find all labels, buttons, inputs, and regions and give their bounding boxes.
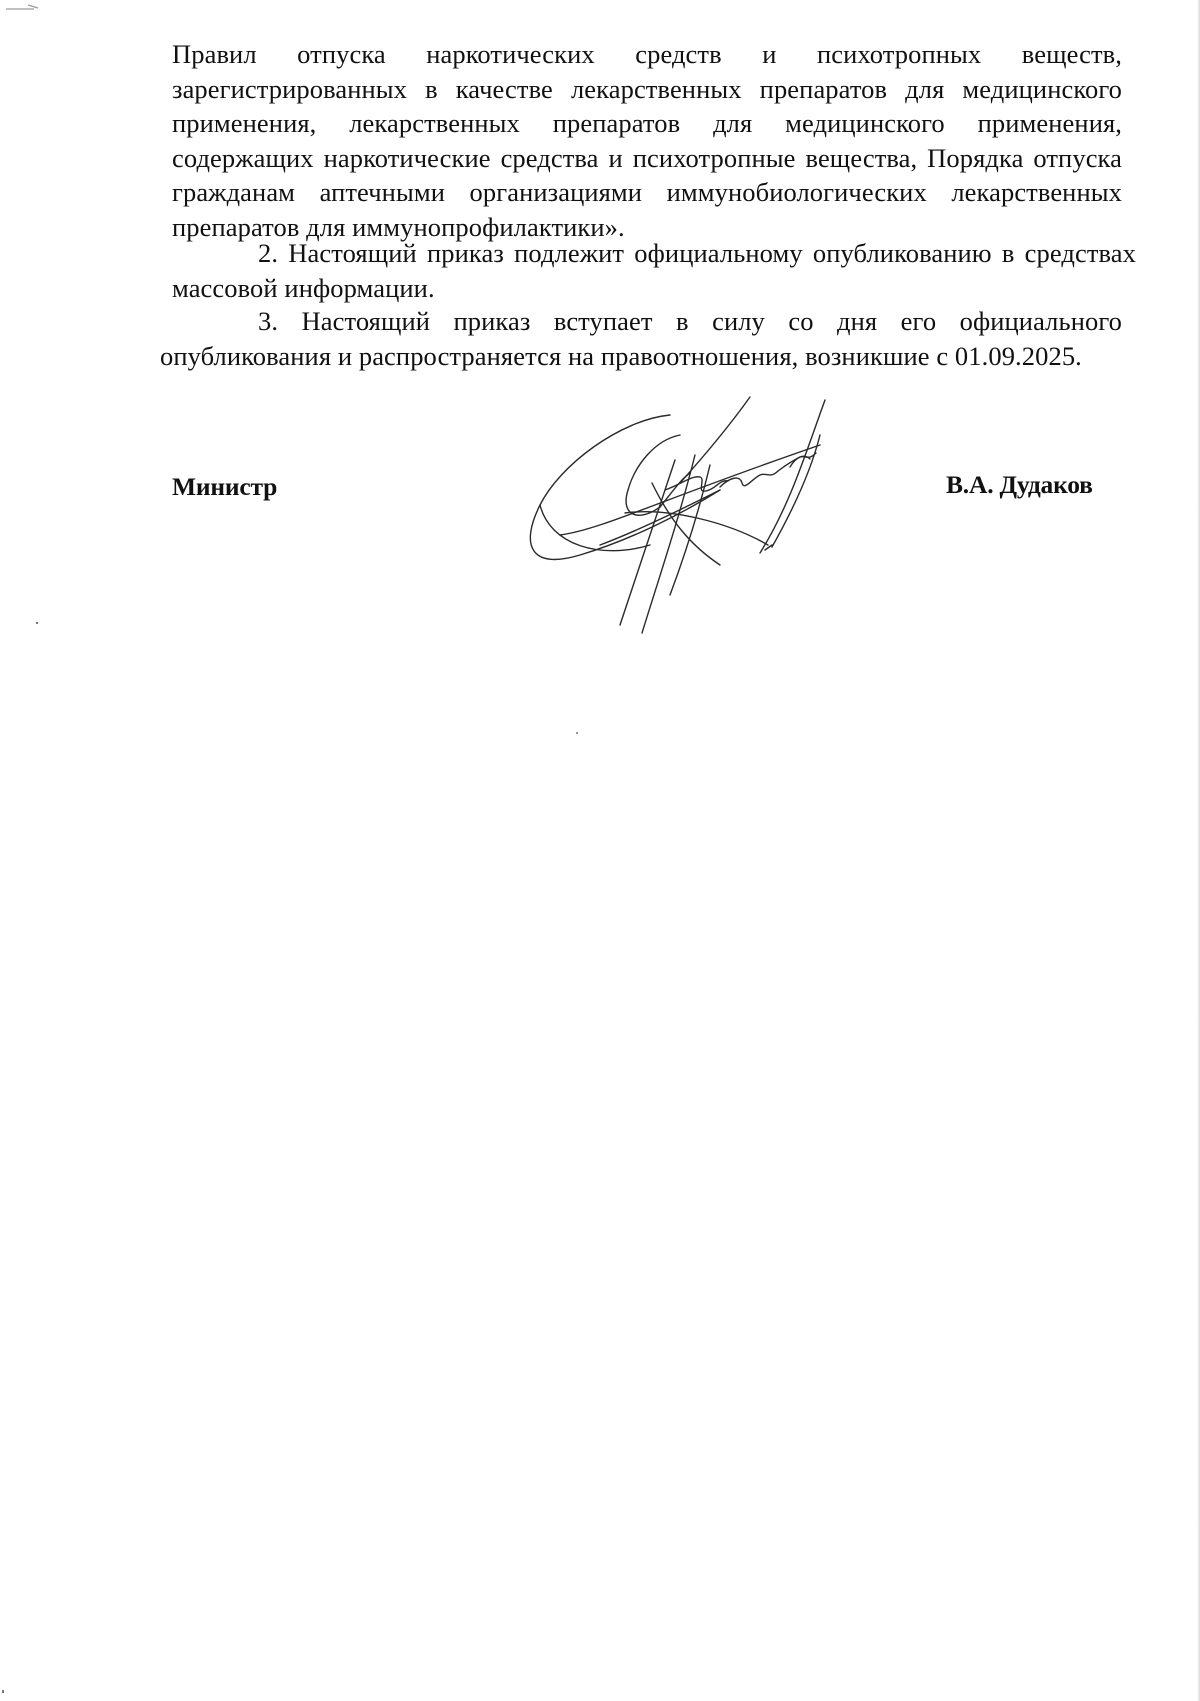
- scan-artifact-dot: [2, 1690, 4, 1693]
- scan-artifact-dot: [36, 622, 38, 624]
- paragraph-effective-date: 3. Настоящий приказ вступает в силу со дня его официального опубликования и распространяется на правоотношения, возникшие с 01.09.2025.: [160, 306, 1122, 371]
- scan-artifact-dot: [576, 732, 578, 734]
- paragraph-rules-continuation: Правил отпуска наркотических средств и психотропных веществ, зарегистрированных в качестве лекарственных препаратов для медицинского применения, лекарственных препаратов для медицинского применения, содержащих наркотические средства и психотропные вещества, Порядка отпуска гражданам аптечными организациями иммунобиологических лекарственных препаратов для иммунопрофилактики».: [172, 39, 1122, 242]
- paragraph-publication: 2. Настоящий приказ подлежит официальному опубликованию в средствах массовой информации.: [172, 238, 1136, 303]
- scan-artifact-mark: [4, 2, 44, 21]
- handwritten-signature: [520, 395, 920, 665]
- signatory-title: Министр: [172, 472, 278, 501]
- signatory-name: В.А. Дудаков: [946, 470, 1093, 499]
